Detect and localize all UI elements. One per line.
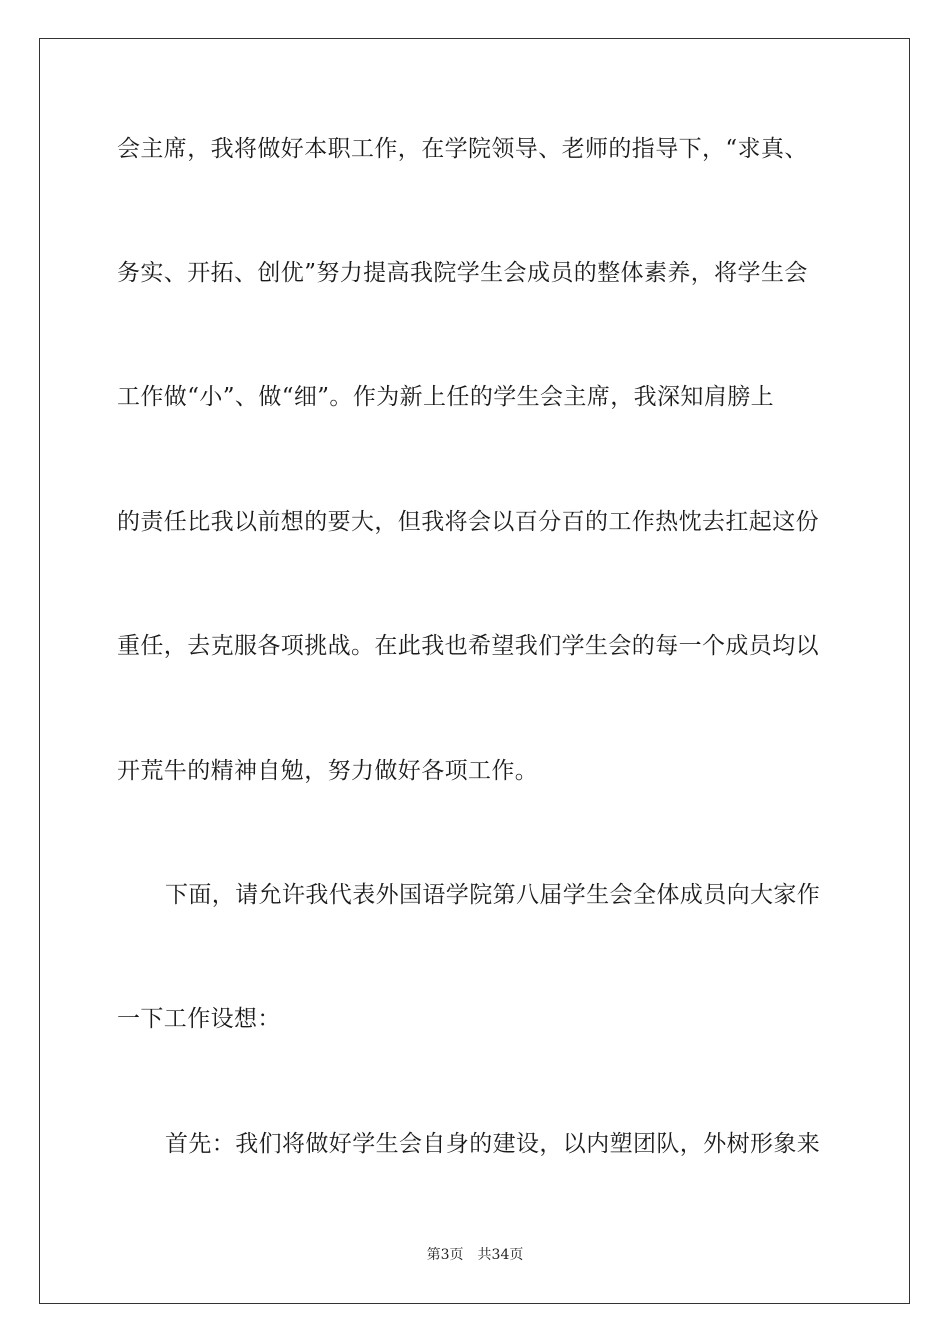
paragraph-line-4: 的责任比我以前想的要大，但我将会以百分百的工作热忱去扛起这份 bbox=[117, 509, 819, 535]
page-border bbox=[39, 38, 910, 1304]
paragraph-line-3: 工作做“小”、做“细”。作为新上任的学生会主席，我深知肩膀上 bbox=[117, 384, 775, 410]
page-number: 第3页 bbox=[426, 1247, 464, 1263]
paragraph-line-9: 首先：我们将做好学生会自身的建设，以内塑团队，外树形象来 bbox=[165, 1131, 821, 1157]
total-pages: 共34页 bbox=[477, 1247, 524, 1263]
paragraph-line-2: 务实、开拓、创优”努力提高我院学生会成员的整体素养，将学生会 bbox=[117, 260, 808, 286]
paragraph-line-7: 下面，请允许我代表外国语学院第八届学生会全体成员向大家作 bbox=[165, 882, 821, 908]
page-footer bbox=[0, 1245, 950, 1265]
paragraph-line-6: 开荒牛的精神自勉，努力做好各项工作。 bbox=[117, 758, 539, 784]
paragraph-line-1: 会主席，我将做好本职工作，在学院领导、老师的指导下，“求真、 bbox=[117, 136, 808, 162]
paragraph-line-8: 一下工作设想： bbox=[117, 1006, 281, 1032]
paragraph-line-5: 重任，去克服各项挑战。在此我也希望我们学生会的每一个成员均以 bbox=[117, 633, 819, 659]
